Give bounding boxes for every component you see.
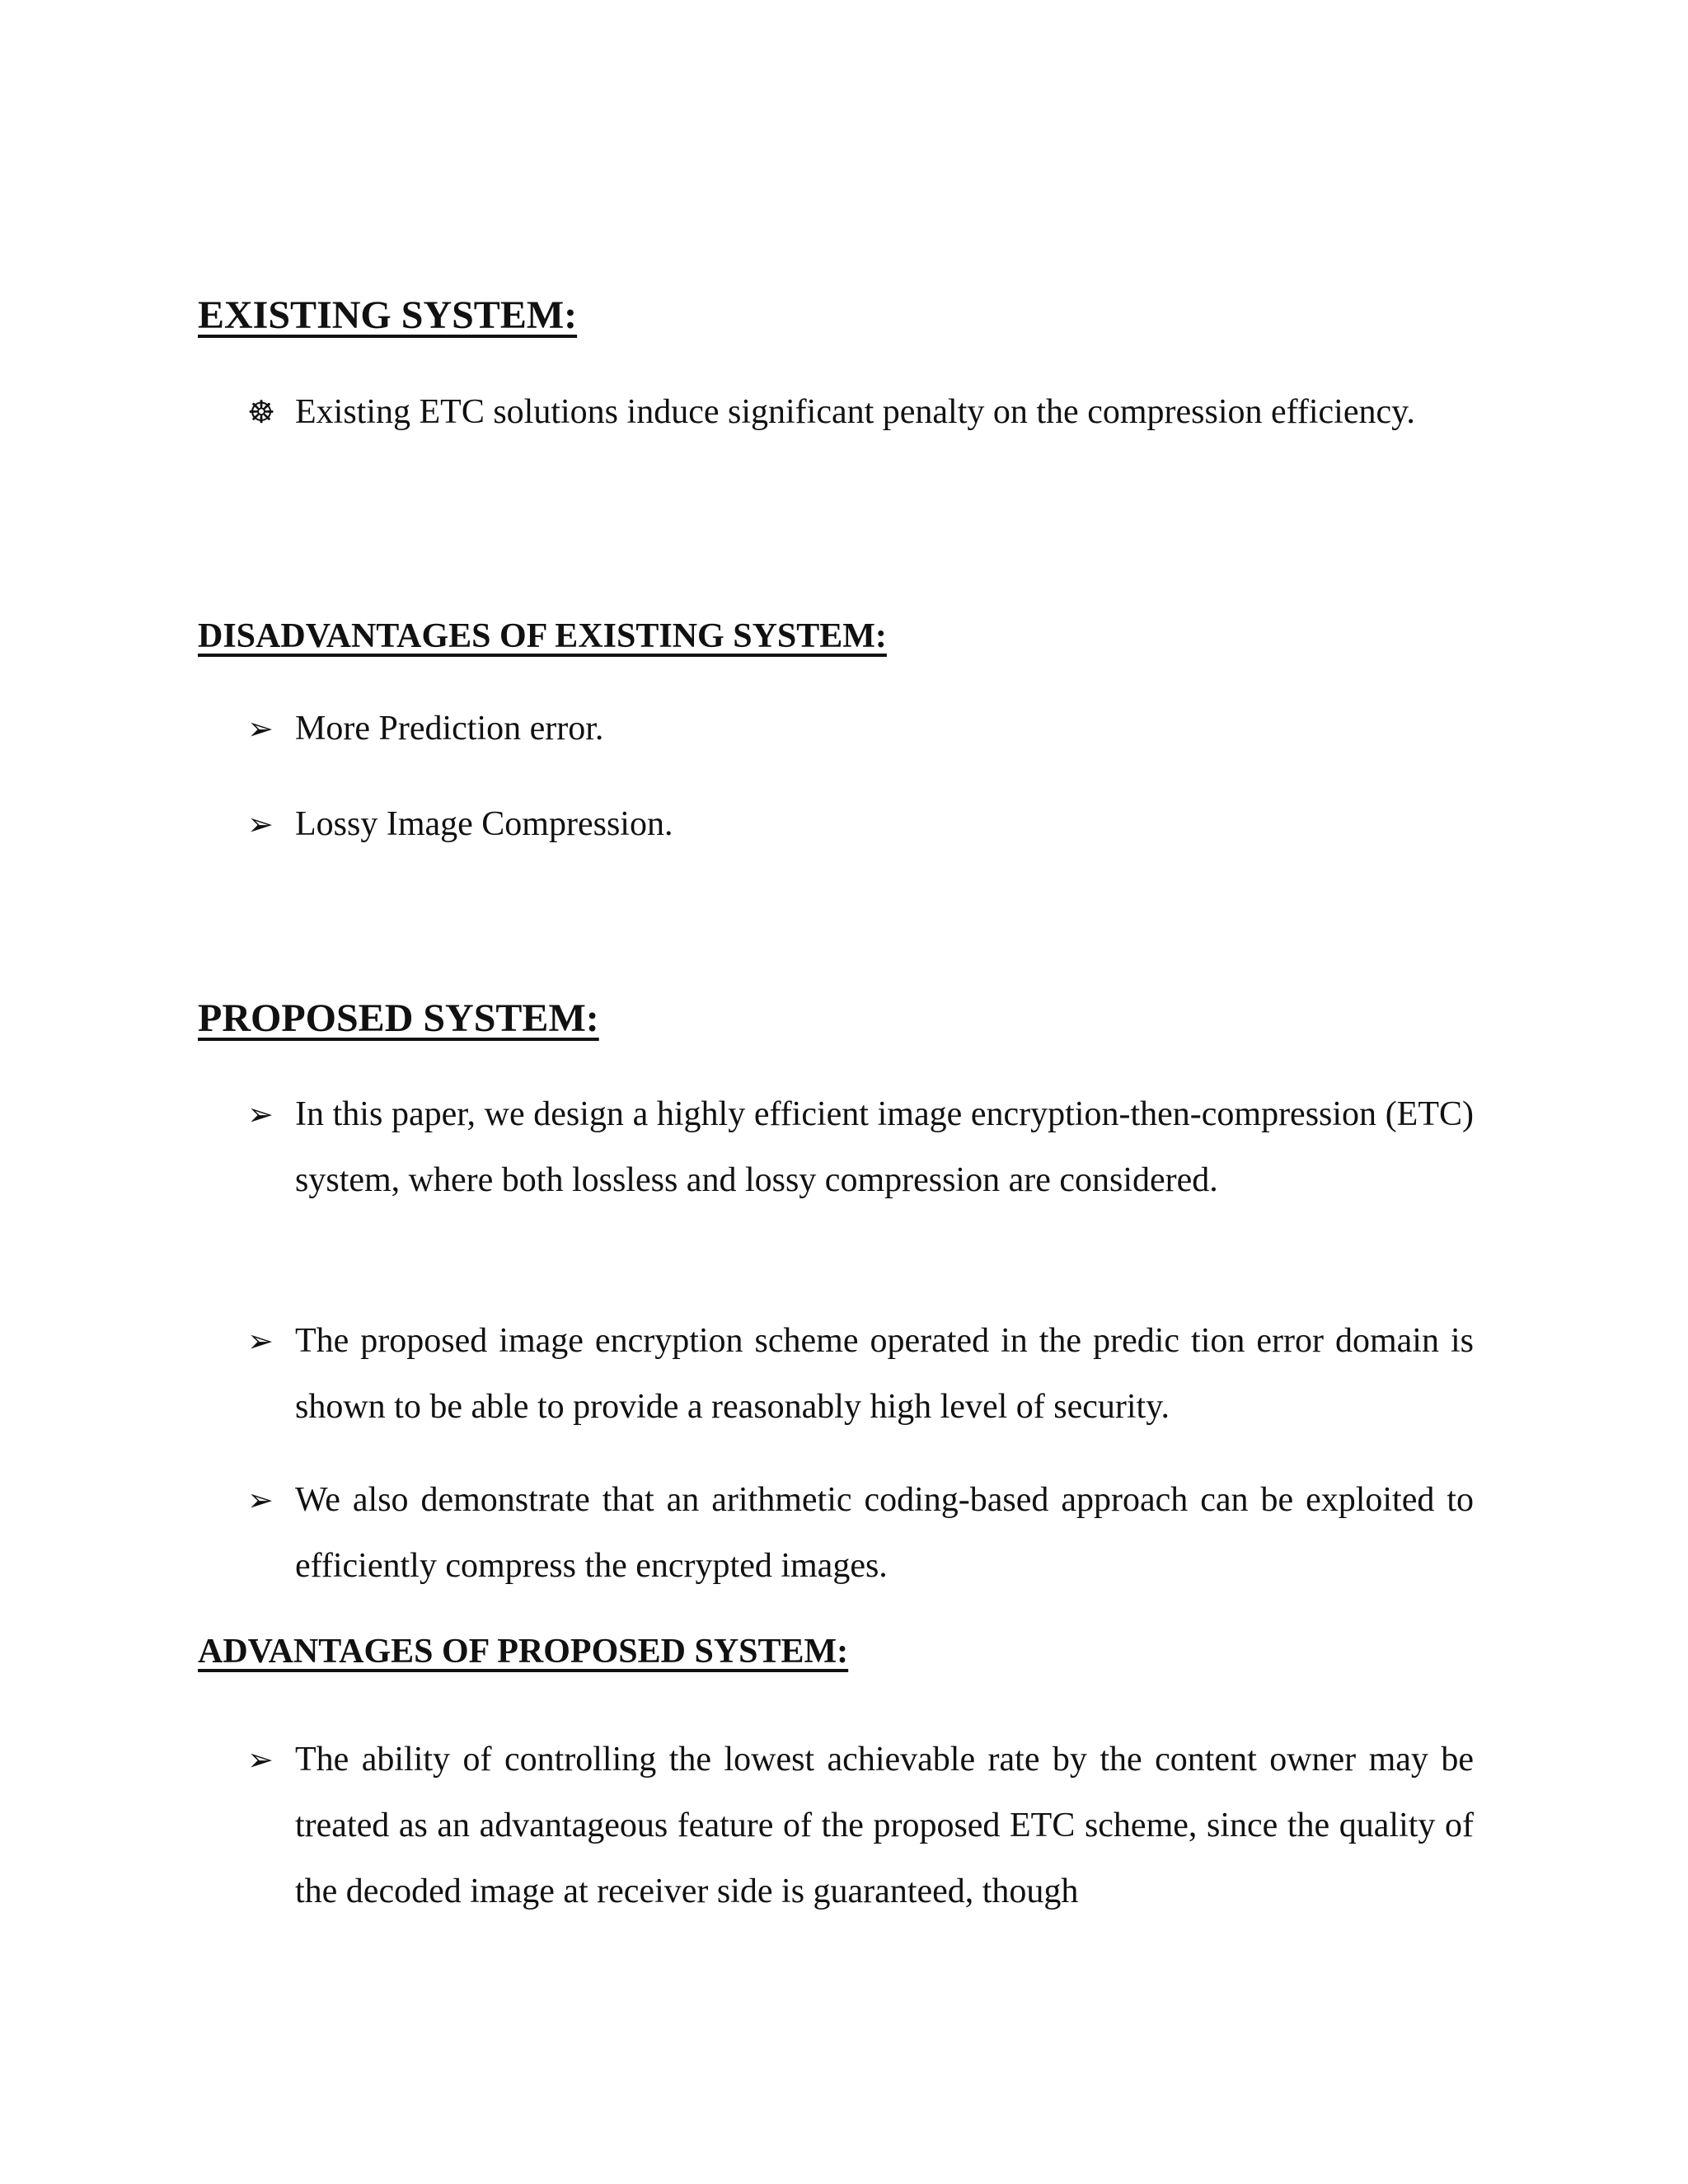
arrow-bullet-icon: ➢	[247, 710, 274, 747]
advantage-item-text: The ability of controlling the lowest achievable rate by the content owner may be treated as an advantageous feature of the proposed ETC scheme, since the quality of the decoded image at receiver side is guaranteed, though	[295, 1741, 1474, 1910]
wheel-bullet-icon: ☸	[247, 394, 276, 430]
proposed-item-text: We also demonstrate that an arithmetic coding-based approach can be exploited to efficiently compress the encrypted images.	[295, 1481, 1474, 1585]
arrow-bullet-icon: ➢	[247, 1741, 274, 1778]
disadvantage-item-text: Lossy Image Compression.	[295, 805, 673, 843]
arrow-bullet-icon: ➢	[247, 1096, 274, 1132]
arrow-bullet-icon: ➢	[247, 806, 274, 842]
proposed-item-text: The proposed image encryption scheme operated in the predic tion error domain is shown to be able to provide a reasonably high level of security.	[295, 1322, 1474, 1426]
arrow-bullet-icon: ➢	[247, 1323, 274, 1359]
disadvantage-item-text: More Prediction error.	[295, 710, 604, 748]
existing-system-heading: EXISTING SYSTEM:	[198, 293, 578, 337]
proposed-item-text: In this paper, we design a highly efficient image encryption-then-compression (ETC) system, where both lossless and lossy compression are considered.	[295, 1095, 1474, 1199]
proposed-system-heading: PROPOSED SYSTEM:	[198, 996, 599, 1040]
disadvantages-heading: DISADVANTAGES OF EXISTING SYSTEM:	[198, 617, 887, 655]
advantages-heading: ADVANTAGES OF PROPOSED SYSTEM:	[198, 1633, 849, 1671]
existing-item-text: Existing ETC solutions induce significant penalty on the compression efficiency.	[295, 393, 1415, 431]
arrow-bullet-icon: ➢	[247, 1482, 274, 1518]
